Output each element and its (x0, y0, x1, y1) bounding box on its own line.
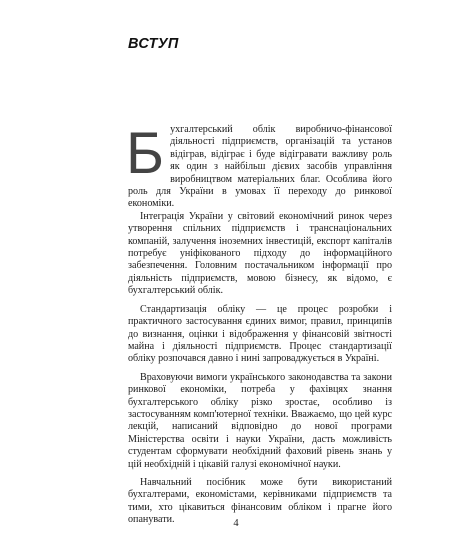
paragraph-4: Враховуючи вимоги українського законодавства та закони ринкової економіки, потреба у фахівцях знання бухгалтерського обліку різко зростає, особливо із застосуванням комп'ютерної техніки. Вважаємо, що цей курс лекцій, написаний відповідно до нової програми Міністерства освіти і науки України, дасть можливість студентам сформувати необхідний фаховий рівень знань у цій необхідній і цікавій галузі економічної науки. (128, 371, 392, 470)
paragraph-3: Стандартизація обліку — це процес розробки і практичного застосування єдиних вимог, правил, принципів до визнання, оцінки і відображення у фінансовій звітності майна і діяльності підприємств. Процес стандартизації обліку розпочався давно і нині запроваджується в Україні. (128, 303, 392, 365)
page-heading: ВСТУП (128, 36, 179, 52)
paragraph-5: Навчальний посібник може бути використаний бухгалтерами, економістами, керівниками підприємств та тими, хто цікавиться фінансовим обліком і прагне його опанувати. (128, 476, 392, 526)
drop-cap-letter: Б (126, 121, 165, 186)
paragraph-2: Інтеграція України у світовий економічний ринок через утворення спільних підприємств і транснаціональних компаній, залучення іноземних інвестицій, експорт капіталів потребує уніфікованого підходу до інформаційного забезпечення. Головним постачальником інформації про діяльність підприємств, мовою бізнесу, як відомо, є бухгалтерський облік. (128, 210, 392, 297)
body-text (126, 121, 392, 527)
page-number: 4 (233, 518, 239, 529)
paragraph-1 (126, 121, 392, 211)
paragraph-1-text: ухгалтерський облік виробничо-фінансової діяльності підприємств, організацій та установ відіграв, відіграє і буде відігравати важливу роль як один з найбільш дієвих засобів управління виробництвом матеріальних благ. Особлива його роль для України в умовах її переходу до ринкової економіки. (128, 124, 392, 210)
